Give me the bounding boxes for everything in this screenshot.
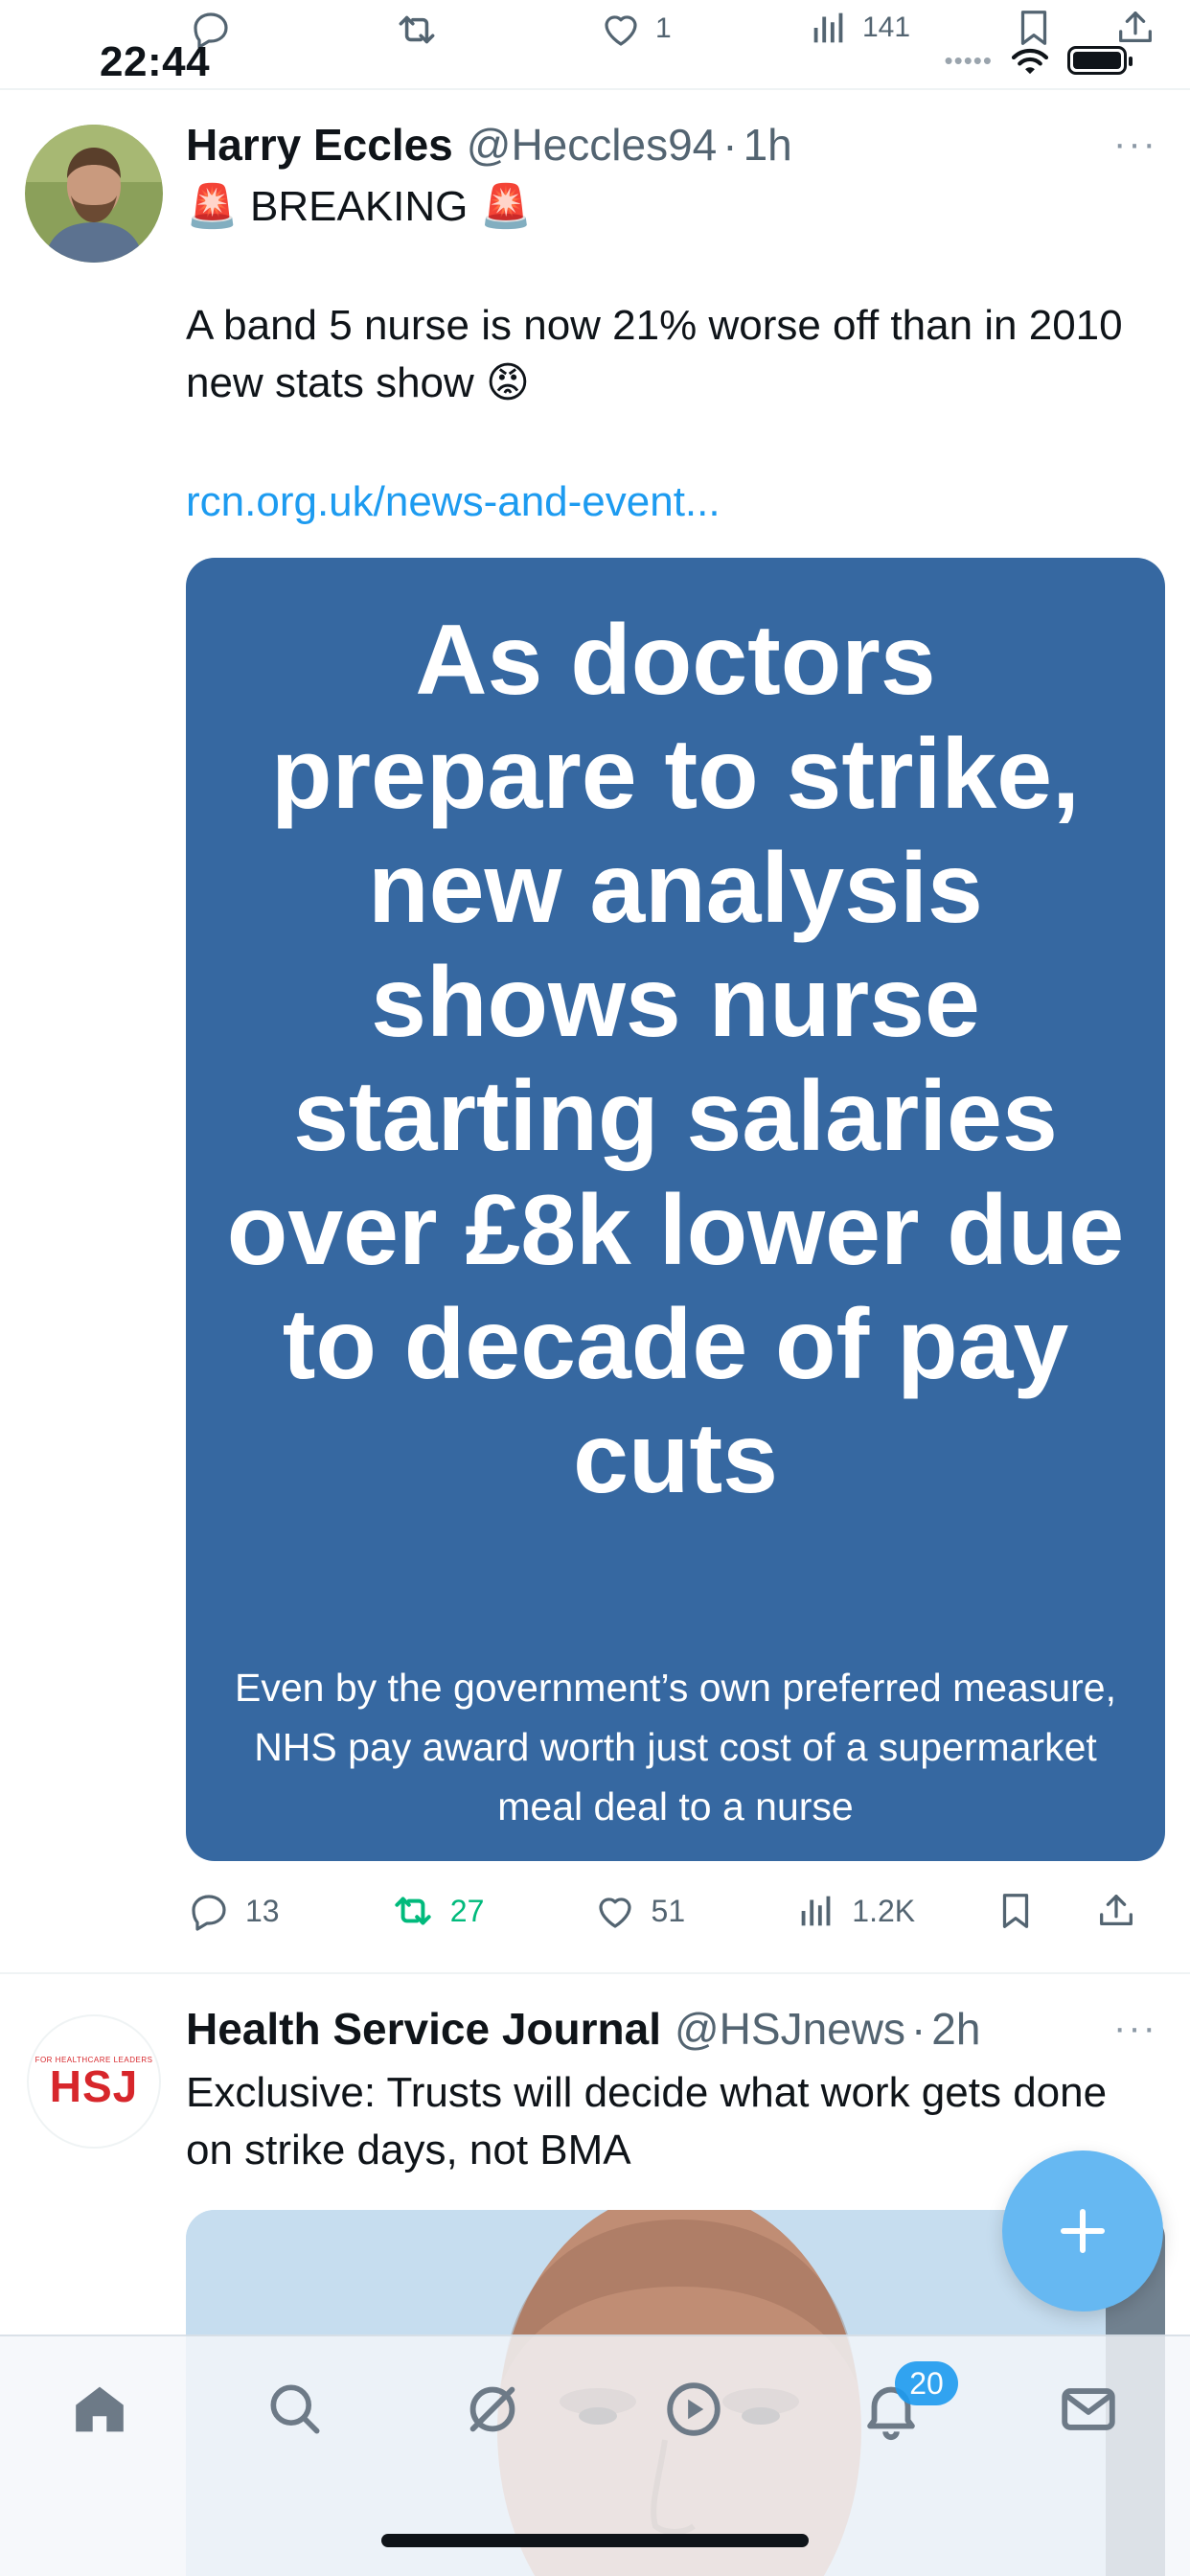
- video-icon: [660, 2376, 727, 2443]
- views-icon: [794, 1889, 838, 1933]
- heart-icon: [592, 1888, 638, 1934]
- tweet-actions: [186, 1882, 1152, 1940]
- share-button[interactable]: [1094, 1889, 1152, 1933]
- compose-button[interactable]: [1002, 2150, 1163, 2312]
- more-options-button[interactable]: ···: [1113, 2007, 1157, 2049]
- avatar[interactable]: [27, 2014, 161, 2149]
- tab-messages[interactable]: [1050, 2371, 1127, 2448]
- author-name[interactable]: Harry Eccles: [186, 120, 453, 170]
- more-options-button[interactable]: ···: [1113, 123, 1157, 165]
- tweet-divider: [0, 1972, 1190, 1974]
- views-count-ghost: 141: [862, 12, 911, 43]
- card-subtitle: Even by the government’s own preferred measure, NHS pay award worth just cost of a supermarket meal deal to a nurse: [235, 1666, 1116, 1828]
- status-time: 22:44: [100, 38, 211, 85]
- breaking-line: 🚨 BREAKING 🚨: [186, 183, 533, 230]
- tab-grok[interactable]: [454, 2371, 531, 2448]
- tweet-link[interactable]: rcn.org.uk/news-and-event...: [186, 478, 721, 525]
- messages-icon: [1055, 2376, 1122, 2443]
- views-ghost: [807, 6, 910, 50]
- like-count: 51: [651, 1893, 686, 1928]
- separator-dot: ·: [722, 120, 738, 170]
- tab-search[interactable]: [257, 2371, 333, 2448]
- home-indicator[interactable]: [381, 2534, 809, 2547]
- views-count: 1.2K: [852, 1893, 916, 1928]
- tweet-time[interactable]: 2h: [931, 2004, 981, 2054]
- reply-icon: [186, 1888, 232, 1934]
- retweet-icon: [393, 6, 441, 54]
- separator-dot: ·: [910, 2004, 927, 2054]
- tab-home[interactable]: [61, 2371, 138, 2448]
- heart-icon: [598, 6, 644, 52]
- tweet-text: Exclusive: Trusts will decide what work gets done on strike days, not BMA: [186, 2069, 1108, 2174]
- hsj-logo-tagline: FOR HEALTHCARE LEADERS: [34, 2055, 153, 2064]
- like-count-ghost: 1: [655, 12, 672, 44]
- status-bar: [0, 0, 1190, 90]
- retweet-icon: [389, 1887, 437, 1935]
- retweet-button[interactable]: [389, 1887, 592, 1935]
- hsj-logo: HSJ: [49, 2060, 139, 2111]
- share-icon: [1094, 1889, 1138, 1933]
- tweet-time[interactable]: 1h: [743, 120, 792, 170]
- reply-count: 13: [245, 1893, 280, 1928]
- link-card-image[interactable]: [186, 558, 1165, 1861]
- battery-icon: [1067, 46, 1127, 75]
- bookmark-button[interactable]: [994, 1889, 1094, 1933]
- notifications-badge: 20: [895, 2361, 958, 2405]
- home-icon: [66, 2376, 133, 2443]
- bookmark-icon: [994, 1889, 1038, 1933]
- plus-icon: [1054, 2202, 1111, 2260]
- author-name[interactable]: Health Service Journal: [186, 2004, 661, 2054]
- author-handle[interactable]: @Heccles94: [466, 120, 718, 170]
- views-button[interactable]: [794, 1889, 994, 1933]
- retweet-count: 27: [449, 1893, 485, 1928]
- author-handle[interactable]: @HSJnews: [674, 2004, 905, 2054]
- like-button-ghost: [598, 6, 672, 52]
- avatar[interactable]: [25, 125, 163, 263]
- grok-icon: [459, 2376, 526, 2443]
- like-button[interactable]: [592, 1888, 795, 1934]
- views-icon: [807, 6, 851, 50]
- tweet-header: [186, 119, 1152, 171]
- signal-dots: •••••: [944, 45, 993, 75]
- wifi-icon: [1008, 44, 1052, 77]
- tweet-header: [186, 2003, 1152, 2055]
- tweet-text: A band 5 nurse is now 21% worse off than in 2010 new stats show 😡: [186, 302, 1123, 406]
- system-indicators: [944, 44, 1127, 77]
- reply-button[interactable]: [186, 1888, 389, 1934]
- tab-video[interactable]: [655, 2371, 732, 2448]
- card-headline: As doctors prepare to strike, new analysis shows nurse starting salaries over £8k lower due to decade of pay cuts: [226, 605, 1125, 1514]
- search-icon: [263, 2377, 328, 2442]
